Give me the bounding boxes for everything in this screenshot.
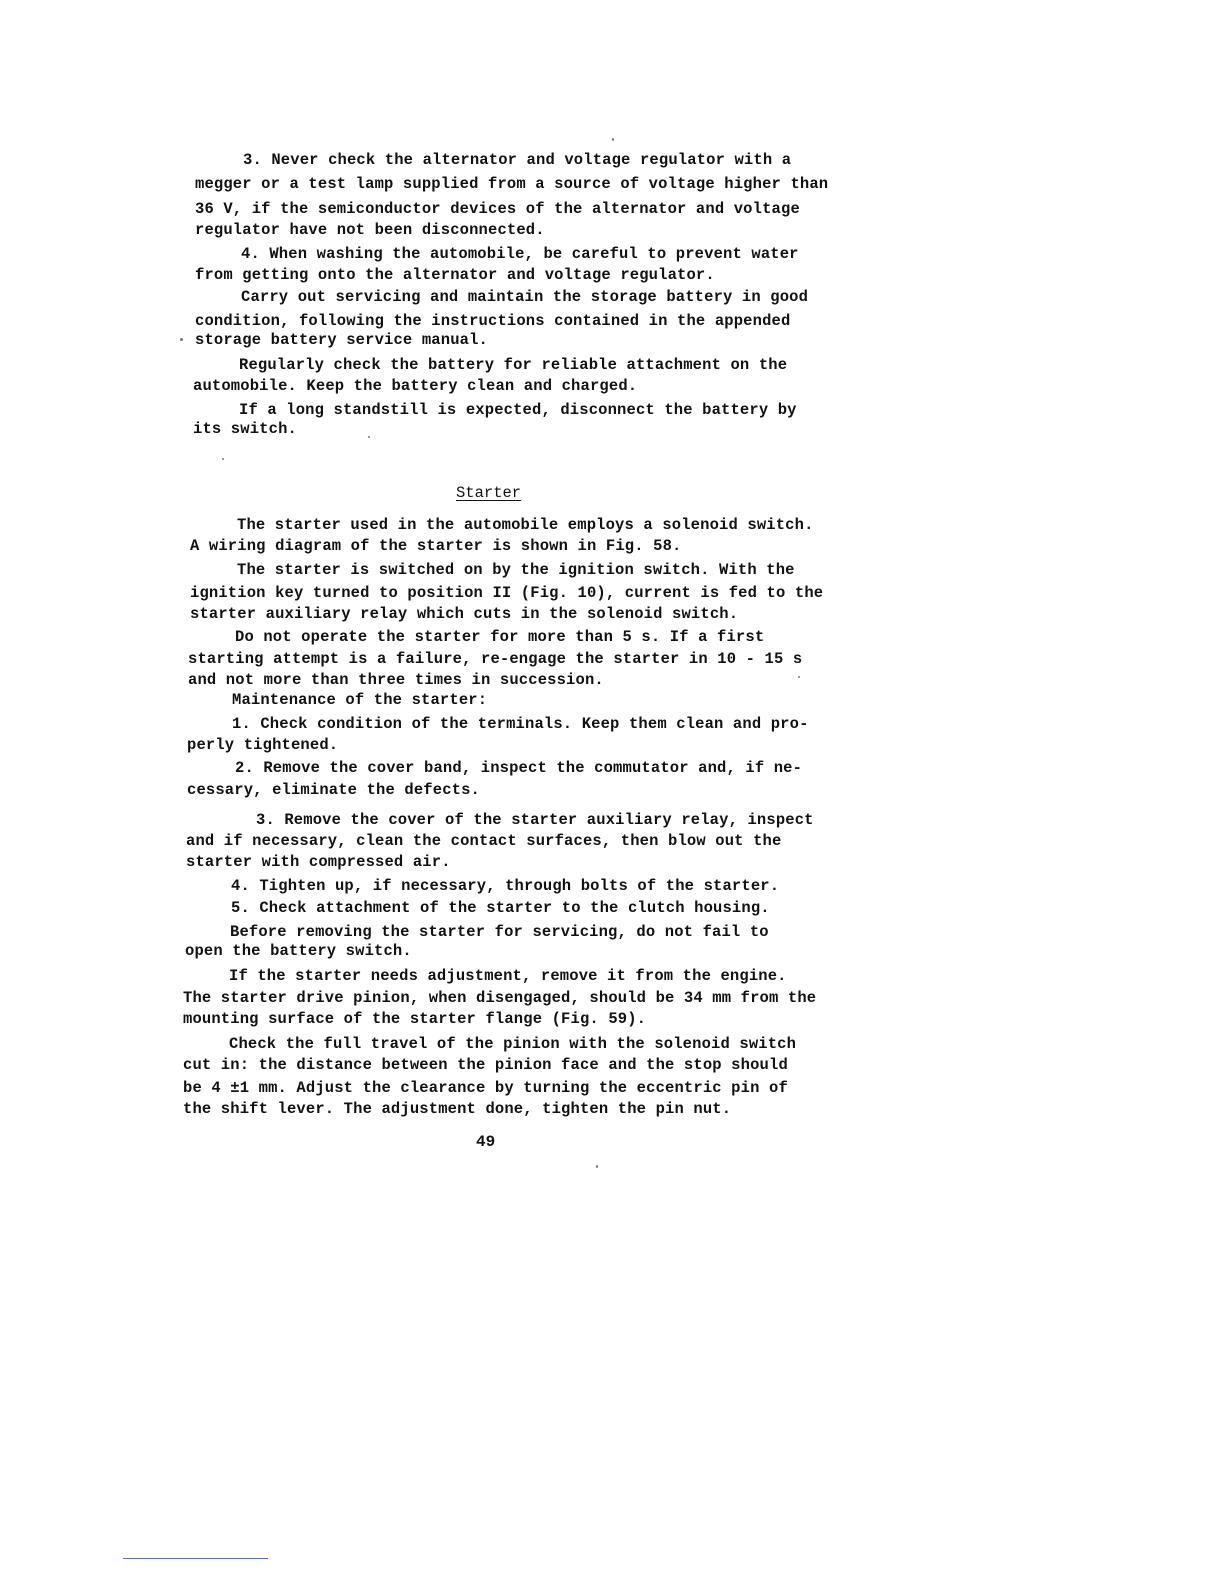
text-line: Check the full travel of the pinion with the solenoid switch (229, 1035, 797, 1053)
text-line: its switch. (193, 420, 297, 438)
text-line: ignition key turned to position II (Fig. 10), current is fed to the (190, 584, 824, 602)
text-line: and if necessary, clean the contact surfaces, then blow out the (186, 832, 782, 850)
text-line: 2. Remove the cover band, inspect the commutator and, if ne- (235, 759, 803, 777)
scan-speck (368, 436, 370, 438)
page-number: 49 (476, 1133, 496, 1151)
text-line: the shift lever. The adjustment done, tighten the pin nut. (183, 1100, 732, 1118)
scan-speck (222, 458, 224, 460)
text-line: If the starter needs adjustment, remove it from the engine. (229, 967, 787, 985)
text-line: condition, following the instructions contained in the appended (195, 312, 791, 330)
text-line: The starter used in the automobile employs a solenoid switch. (237, 516, 814, 534)
scan-speck (798, 676, 800, 678)
scan-speck (596, 1165, 598, 1168)
section-heading: Starter (456, 484, 522, 502)
text-line: open the battery switch. (185, 942, 412, 960)
text-line: from getting onto the alternator and voltage regulator. (195, 266, 715, 284)
text-line: Carry out servicing and maintain the storage battery in good (241, 288, 809, 306)
text-line: be 4 ±1 mm. Adjust the clearance by turning the eccentric pin of (183, 1079, 788, 1097)
text-line: regulator have not been disconnected. (195, 221, 545, 239)
text-line: and not more than three times in succession. (188, 671, 604, 689)
text-line: 3. Remove the cover of the starter auxiliary relay, inspect (256, 811, 814, 829)
footnote-rule (123, 1558, 268, 1559)
text-line: automobile. Keep the battery clean and charged. (193, 377, 638, 395)
text-line: Maintenance of the starter: (232, 691, 488, 709)
text-line: starting attempt is a failure, re-engage the starter in 10 - 15 s (188, 650, 803, 668)
text-line: cessary, eliminate the defects. (187, 781, 480, 799)
text-line: storage battery service manual. (195, 331, 488, 349)
scan-speck (180, 338, 183, 341)
text-line: 4. Tighten up, if necessary, through bolts of the starter. (231, 877, 780, 895)
text-line: 5. Check attachment of the starter to the clutch housing. (231, 899, 770, 917)
text-line: megger or a test lamp supplied from a source of voltage higher than (195, 175, 829, 193)
text-line: The starter is switched on by the ignition switch. With the (237, 561, 795, 579)
text-line: Regularly check the battery for reliable attachment on the (239, 356, 788, 374)
text-line: starter with compressed air. (186, 853, 451, 871)
text-line: 1. Check condition of the terminals. Keep them clean and pro- (232, 715, 809, 733)
text-line: 4. When washing the automobile, be careful to prevent water (241, 245, 799, 263)
text-line: perly tightened. (187, 736, 339, 754)
text-line: cut in: the distance between the pinion face and the stop should (183, 1056, 788, 1074)
text-line: starter auxiliary relay which cuts in the solenoid switch. (190, 605, 739, 623)
scan-speck (612, 138, 614, 141)
text-line: 36 V, if the semiconductor devices of the alternator and voltage (195, 200, 800, 218)
text-line: A wiring diagram of the starter is shown in Fig. 58. (190, 537, 682, 555)
text-line: Do not operate the starter for more than 5 s. If a first (235, 628, 765, 646)
text-line: The starter drive pinion, when disengaged, should be 34 mm from the (183, 989, 817, 1007)
text-line: Before removing the starter for servicing, do not fail to (230, 923, 769, 941)
text-line: 3. Never check the alternator and voltage regulator with a (243, 151, 792, 169)
text-line: If a long standstill is expected, disconnect the battery by (239, 401, 797, 419)
text-line: mounting surface of the starter flange (Fig. 59). (183, 1010, 647, 1028)
